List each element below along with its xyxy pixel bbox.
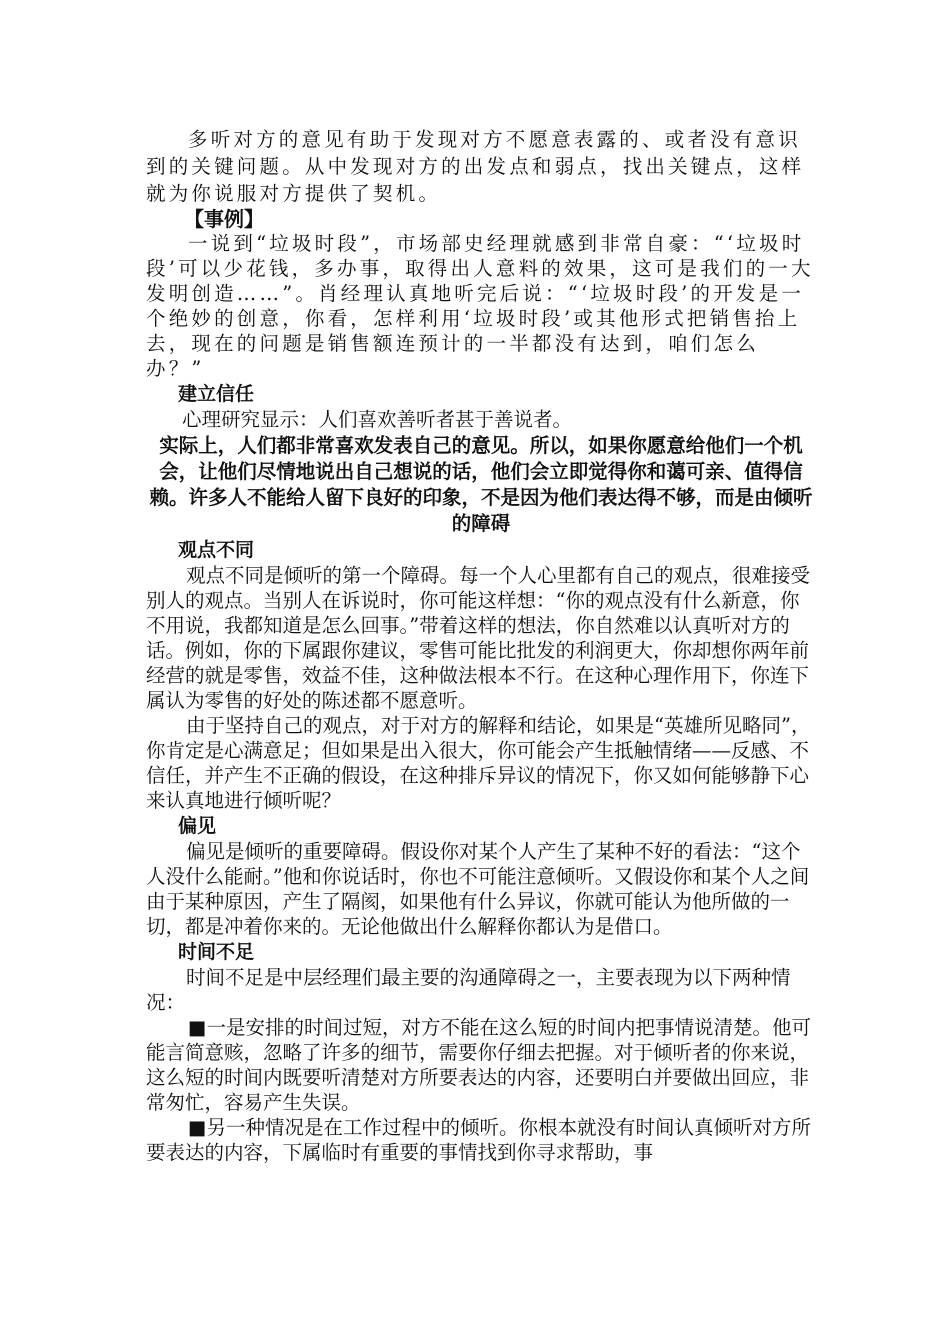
section-heading-time: 时间不足	[178, 941, 255, 963]
section-heading-bias: 偏见	[178, 815, 217, 837]
bias-paragraph: 偏见是倾听的重要障碍。假设你对某个人产生了某种不好的看法：“这个人没什么能耐。”他和你说话时，你也不可能注意倾听。又假设你和某个人之间由于某种原因，产生了隔阂，如果他有什么异议，你就可能认为他所做的一切，都是冲着你来的。无论他做出什么解释你都认为是借口。	[146, 840, 810, 938]
time-bullet-1	[146, 1015, 816, 1115]
bullet-text: 另一种情况是在工作过程中的倾听。你根本就没有时间认真倾听对方所要表达的内容，下属临时有重要的事情找到你寻求帮助，事	[146, 1116, 811, 1164]
section-heading-trust: 建立信任	[178, 383, 255, 405]
square-bullet-icon: ■	[188, 1116, 207, 1139]
case-label: 【事例】	[184, 207, 264, 231]
views-paragraph-1: 观点不同是倾听的第一个障碍。每一个人心里都有自己的观点，很难接受别人的观点。当别人在诉说时，你可能这样想：“你的观点没有什么新意，你不用说，我都知道是怎么回事。”带着这样的想法，你自然难以认真听对方的话。例如，你的下属跟你建议，零售可能比批发的利润更大，你却想你两年前经营的就是零售，效益不佳，这种做法根本不行。在这种心理作用下，你连下属认为零售的好处的陈述都不愿意听。	[146, 564, 811, 712]
bullet-text: 一是安排的时间过短，对方不能在这么短的时间内把事情说清楚。他可能言简意赅，忽略了许多的细节，需要你仔细去把握。对于倾听者的你来说，这么短的时间内既要听清楚对方所要表达的内容，还要明白并要做出回应，非常匆忙，容易产生失误。	[146, 1016, 811, 1114]
intro-paragraph: 多听对方的意见有助于发现对方不愿意表露的、或者没有意识到的关键问题。从中发现对方的出发点和弱点，找出关键点，这样就为你说服对方提供了契机。	[146, 128, 805, 205]
document-page	[146, 126, 816, 1165]
section-heading-views: 观点不同	[178, 539, 255, 561]
views-paragraph-2: 由于坚持自己的观点，对于对方的解释和结论，如果是“英雄所见略同”，你肯定是心满意足；但如果是出入很大，你可能会产生抵触情绪——反感、不信任，并产生不正确的假设，在这种排斥异议的情况下，你又如何能够静下心来认真地进行倾听呢？	[146, 714, 811, 812]
time-paragraph: 时间不足是中层经理们最主要的沟通障碍之一，主要表现为以下两种情况：	[146, 966, 791, 1014]
trust-quote: 心理研究显示：人们喜欢善听者甚于善说者。	[182, 408, 573, 431]
square-bullet-icon: ■	[188, 1016, 207, 1039]
time-bullet-2	[146, 1115, 816, 1165]
trust-emphasis: 实际上，人们都非常喜欢发表自己的意见。所以，如果你愿意给他们一个机会，让他们尽情地说出自己想说的话，他们会立即觉得你和蔼可亲、值得信赖。许多人不能给人留下良好的印象，不是因为他们表达得不够，而是由倾听的障碍	[149, 434, 813, 535]
case-paragraph: 一说到“垃圾时段”，市场部史经理就感到非常自豪：“‘垃圾时段’可以少花钱，多办事，取得出人意料的效果，这可是我们的一大发明创造……”。肖经理认真地听完后说：“‘垃圾时段’的开发是一个绝妙的创意，你看，怎样利用‘垃圾时段’或其他形式把销售抬上去，现在的问题是销售额连预计的一半都没有达到，咱们怎么办？”	[146, 232, 814, 380]
